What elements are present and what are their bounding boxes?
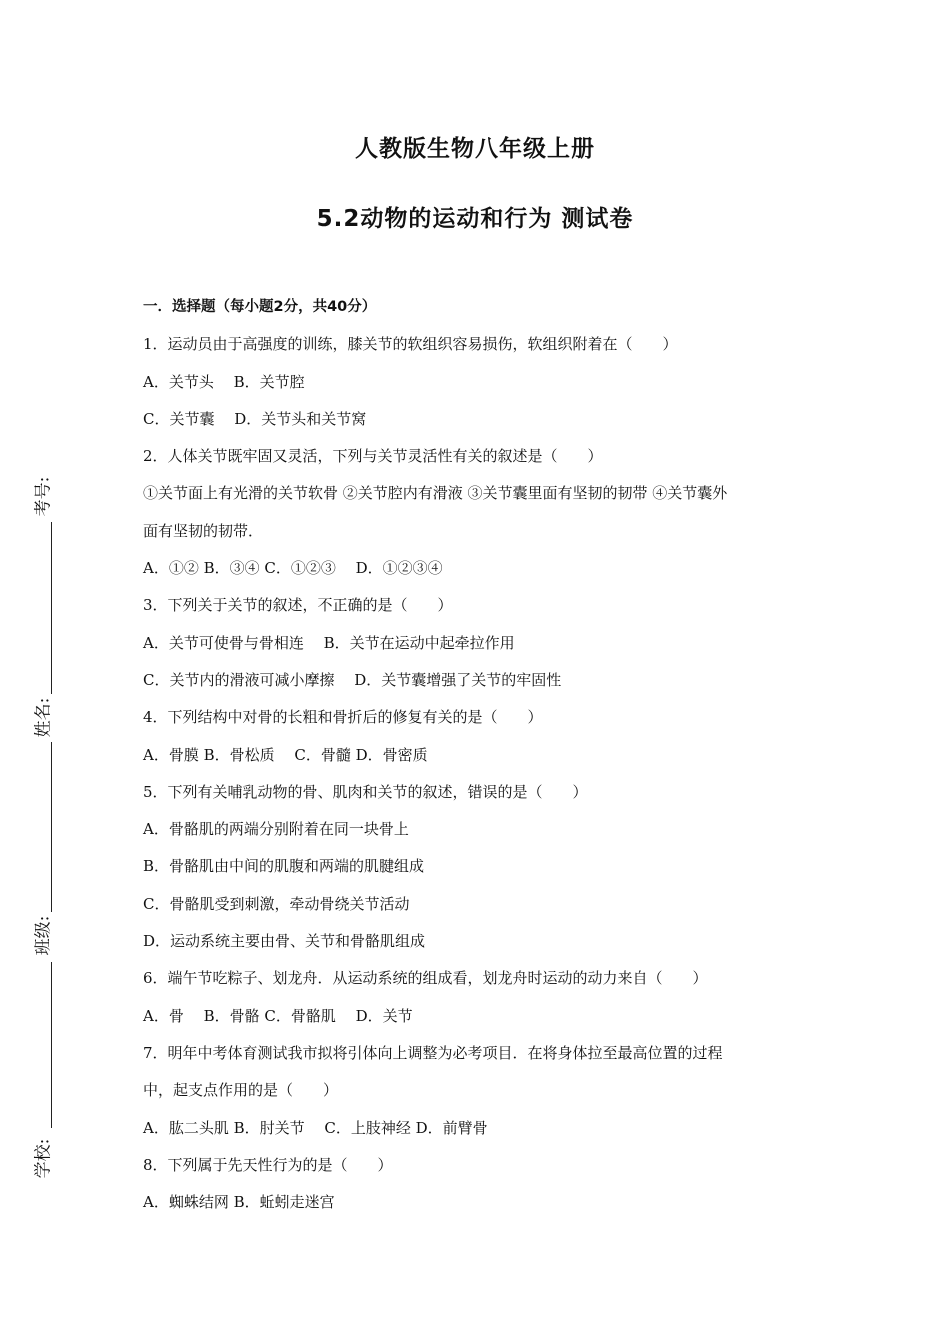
text-line: 3．下列关于关节的叙述，不正确的是（ ） bbox=[143, 596, 453, 615]
document-title: 人教版生物八年级上册 bbox=[355, 136, 595, 162]
text-line: A．关节可使骨与骨相连 B．关节在运动中起牵拉作用 bbox=[143, 633, 515, 652]
text-line: A．蜘蛛结网 B．蚯蚓走迷宫 bbox=[143, 1193, 335, 1212]
text-line: C．骨骼肌受到刺激，牵动骨绕关节活动 bbox=[143, 894, 410, 913]
question-body bbox=[143, 289, 813, 1221]
text-line: A．肱二头肌 B．肘关节 C．上肢神经 D．前臂骨 bbox=[143, 1118, 488, 1137]
class-line bbox=[51, 962, 52, 1128]
name-line bbox=[51, 742, 52, 912]
text-line: A．骨骼肌的两端分别附着在同一块骨上 bbox=[143, 820, 409, 839]
text-line: C．关节内的滑液可减小摩擦 D．关节囊增强了关节的牢固性 bbox=[143, 670, 562, 689]
text-line: 6．端午节吃粽子、划龙舟．从运动系统的组成看，划龙舟时运动的动力来自（ ） bbox=[143, 969, 708, 988]
text-line: D．运动系统主要由骨、关节和骨骼肌组成 bbox=[143, 932, 426, 951]
text-line: 7．明年中考体育测试我市拟将引体向上调整为必考项目．在将身体拉至最高位置的过程 bbox=[143, 1043, 723, 1062]
text-line: B．骨骼肌由中间的肌腹和两端的肌腱组成 bbox=[143, 857, 425, 876]
text-line: 2．人体关节既牢固又灵活，下列与关节灵活性有关的叙述是（ ） bbox=[143, 447, 603, 466]
class-label: 班级: bbox=[33, 915, 54, 956]
text-line: A．关节头 B．关节腔 bbox=[143, 372, 305, 391]
text-line: A．骨膜 B．骨松质 C．骨髓 D．骨密质 bbox=[143, 745, 428, 764]
text-line: C．关节囊 D．关节头和关节窝 bbox=[143, 409, 367, 428]
section-heading: 一．选择题（每小题2分，共40分） bbox=[143, 299, 377, 315]
exam-number-label: 考号: bbox=[33, 476, 54, 517]
text-line: 8．下列属于先天性行为的是（ ） bbox=[143, 1155, 393, 1174]
exam-number-line bbox=[51, 522, 52, 694]
document-subtitle: 5.2动物的运动和行为 测试卷 bbox=[316, 206, 634, 232]
school-label: 学校: bbox=[33, 1138, 54, 1179]
name-label: 姓名: bbox=[33, 697, 54, 738]
text-line: ①关节面上有光滑的关节软骨 ②关节腔内有滑液 ③关节囊里面有坚韧的韧带 ④关节囊外 bbox=[143, 484, 728, 503]
text-line: 5．下列有关哺乳动物的骨、肌肉和关节的叙述，错误的是（ ） bbox=[143, 782, 588, 801]
text-line: 中，起支点作用的是（ ） bbox=[143, 1081, 339, 1100]
text-line: A．①② B．③④ C．①②③ D．①②③④ bbox=[143, 559, 443, 578]
text-line: A．骨 B．骨骼 C．骨骼肌 D．关节 bbox=[143, 1006, 413, 1025]
text-line: 面有坚韧的韧带． bbox=[143, 521, 264, 540]
text-line: 1．运动员由于高强度的训练，膝关节的软组织容易损伤，软组织附着在（ ） bbox=[143, 335, 678, 354]
text-line: 4．下列结构中对骨的长粗和骨折后的修复有关的是（ ） bbox=[143, 708, 543, 727]
